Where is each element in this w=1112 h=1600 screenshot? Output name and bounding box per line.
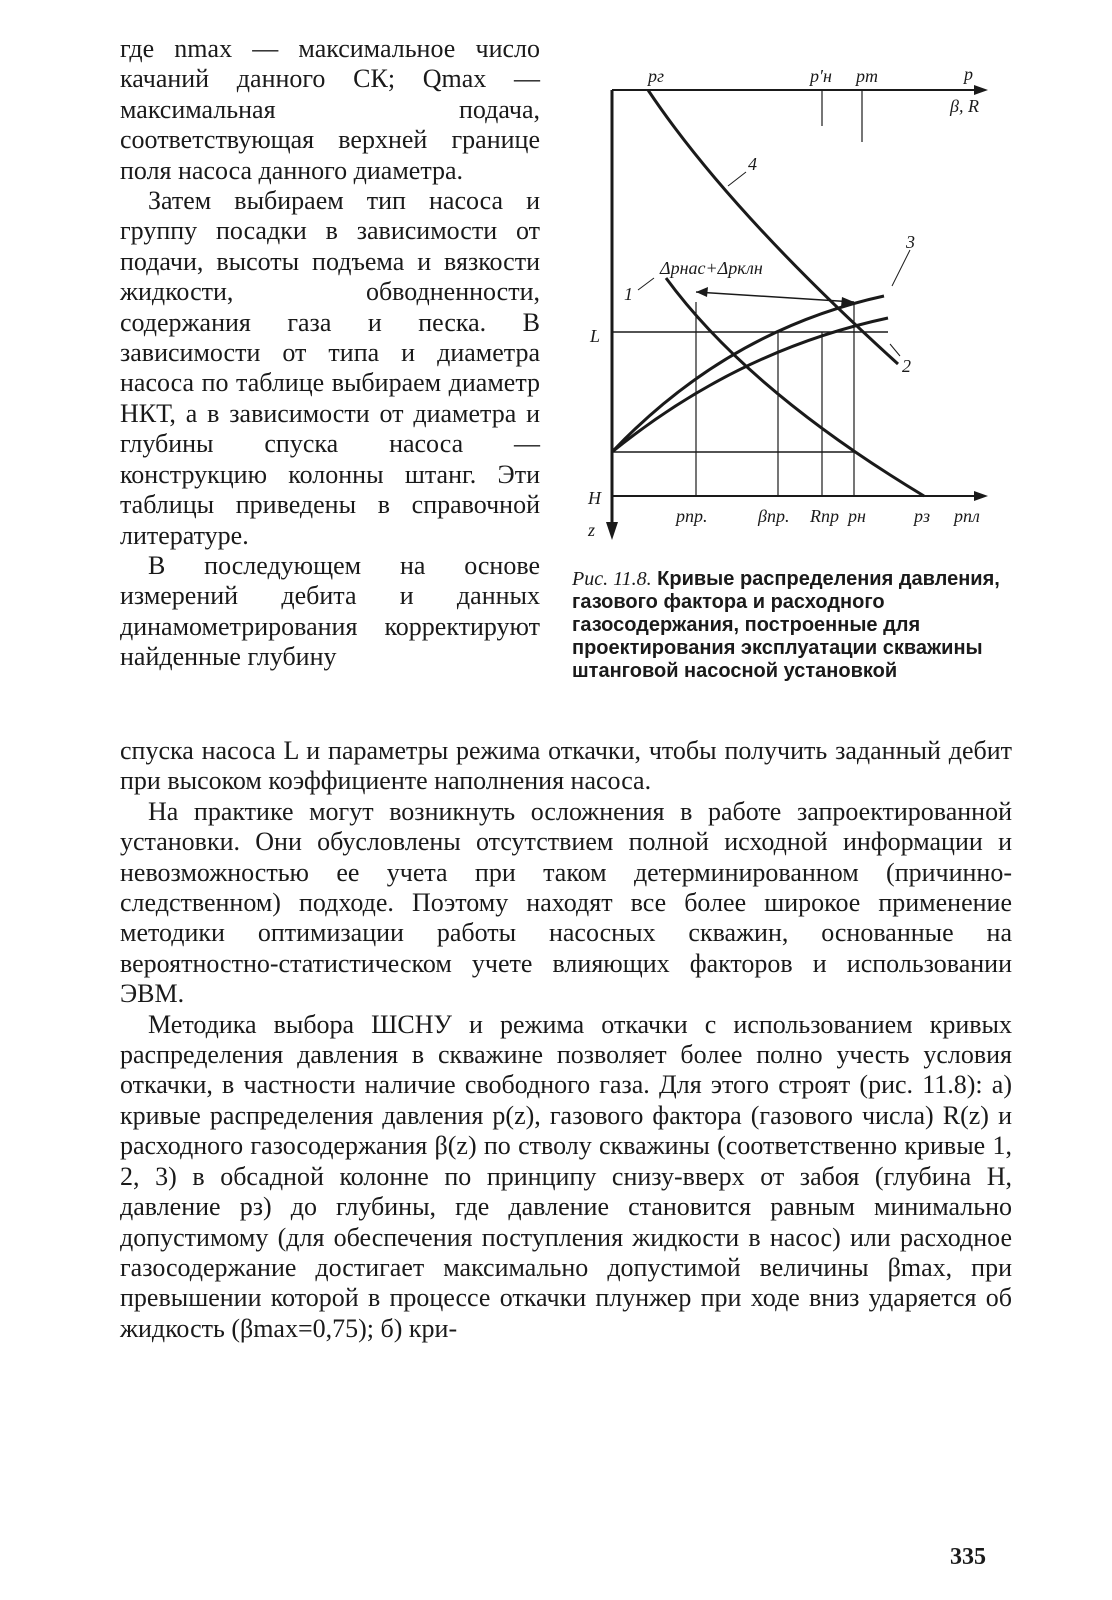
delta-arrow-head-left [696,287,708,297]
label-curve-1: 1 [624,284,633,304]
label-left-z: z [588,520,596,540]
left-column-text [120,34,540,673]
page-number: 335 [950,1544,986,1570]
label-curve-2: 2 [902,356,911,376]
label-top-pn-prime: p′н [810,66,832,86]
label-bottom-betapr: βпр. [758,506,790,526]
label-top-p: p [964,64,973,84]
bottom-axis-arrow [974,491,988,501]
paragraph-definitions: где nmax — максимальное число качаний данного СК; Qmax — максимальная подача, соответствующая верхней границе поля насоса данного диаметра. [120,34,540,185]
paragraph-pump-selection: Затем выбираем тип насоса и группу посадки в зависимости от подачи, высоты подъема и вязкости жидкости, обводненности, содержания газа и песка. В зависимости от типа и диаметра насоса по таблице выбираем диаметр НКТ, а в зависимости от диаметра и глубины спуска насоса — конструкцию колонны штанг. Эти таблицы приведены в справочной литературе. [120,186,540,550]
label-delta: Δpнас+Δpклн [660,258,763,278]
paragraph-correction-end: спуска насоса L и параметры режима откачки, чтобы получить заданный дебит при высоком коэффициенте наполнения насоса. [120,736,1012,796]
label-curve-3: 3 [906,232,915,252]
label-bottom-ppr: pпр. [676,506,708,526]
curve-4-pressure-tubing [648,90,898,364]
paragraph-correction-start: В последующем на основе измерений дебита и данных динамометрирования корректируют найденные глубину [120,550,540,672]
label-bottom-ppl: pпл [954,506,980,526]
caption-text: Кривые распределения давления, газового фактора и расходного газосодержания, построенные для проектирования эксплуатации скважины штанговой насосной установкой [572,568,1000,682]
paragraph-methodology: Методика выбора ШСНУ и режима откачки с использованием кривых распределения давления в скважине позволяет более полно учесть условия откачки, в частности наличие свободного газа. Для этого строят (рис. 11.8): а) кривые распределения давления p(z), газового фактора (газового числа) R(z) и расходного газосодержания β(z) по стволу скважины (соответственно кривые 1, 2, 3) в обсадной колонне по принципу снизу-вверх от забоя (глубина H, давление pз) до глубины, где давление становится равным минимально допустимому (для обеспечения поступления жидкости в насос) или расходное газосодержание достигает максимально допустимой величины βmax, при превышении которой в процессе откачки плунжер при ходе вниз ударяется об жидкость (βmax=0,75); б) кри- [120,1009,1012,1343]
paragraph-complications: На практике могут возникнуть осложнения в работе запроектированной установки. Они обусловлены отсутствием полной исходной информации и невозможностью ее учета при таком детерминированном (причинно-следственном) подходе. Поэтому находят все более широкое применение методики оптимизации работы насосных скважин, основанные на вероятностно-статистическом учете влияющих факторов и использовании ЭВМ. [120,796,1012,1009]
label-curve-4: 4 [748,154,757,174]
curve-3-gas-content [612,296,884,452]
leader-4 [728,172,746,186]
full-width-text [120,736,1012,1344]
label-left-l: L [590,326,601,346]
caption-label: Рис. 11.8. [572,568,652,590]
delta-arrow-line [696,292,854,302]
vertical-axis-arrow [606,522,618,540]
label-left-h: H [588,488,601,508]
label-top-pt: pт [856,66,878,86]
pressure-distribution-diagram [578,60,1018,580]
top-axis-arrow [974,85,988,95]
figure-caption [572,568,1012,683]
label-bottom-rpr: Rпр [810,506,839,526]
figure-11-8 [578,60,1018,580]
label-bottom-pz: pз [914,506,931,526]
leader-3 [892,250,910,286]
label-bottom-pn: pн [848,506,866,526]
label-top-beta-r: β, R [950,96,979,116]
label-top-pg: pг [648,66,665,86]
leader-2 [890,344,900,356]
curve-2-gas-factor [612,318,888,452]
leader-1 [638,278,654,290]
